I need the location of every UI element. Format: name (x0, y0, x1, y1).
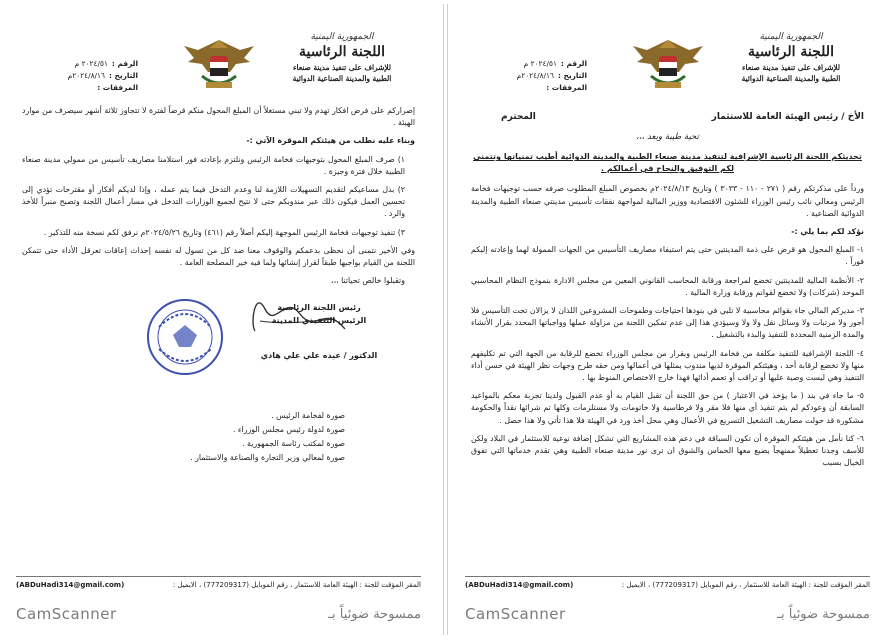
org-line-4: الطبية والمدينة الصناعية الدوائية (292, 74, 392, 83)
org-line-3: للإشراف على تنفيذ مدينة صنعاء (293, 63, 391, 72)
ref-label: الرقم : (560, 59, 587, 68)
scanner-caption: ممسوحة ضوئياً بـ (777, 606, 870, 622)
closing: وتقبلوا خالص تحياتنا ،،، (331, 276, 405, 286)
addressee: الأخ / رئيس الهيئة العامة للاستثمار (711, 112, 864, 122)
org-line-2: اللجنة الرئاسية (748, 44, 834, 60)
greeting: تحية طيبة وبعد ،،، (636, 132, 699, 143)
letter-body (455, 111, 880, 469)
letter-footer (465, 576, 870, 589)
ref-value: ٢٠٢٤/٥١ م (74, 59, 108, 68)
addressee-line (471, 111, 864, 123)
org-line-4: الطبية والمدينة الصناعية الدوائية (741, 74, 841, 83)
reference-block (467, 58, 587, 94)
org-line-3: للإشراف على تنفيذ مدينة صنعاء (742, 63, 840, 72)
copy-line: صورة لمعالي وزير التجارة والصناعة والاستثمار . (190, 453, 345, 463)
paragraph: ورداً على مذكرتكم رقم ( ٢٧١ - ١١٠ - ٣٠٣٣ ) وتاريخ ٢٠٢٤/٨/١٣م بخصوص المبلغ المطلوب صرفه حسب توجيهات فخامة الرئيس ومعالي نائب رئيس الوزراء للشئون الاقتصادية ووزير المالية لمواجهة نفقات تأسيس مدينتي صنعاء الطبية والمدينة الدوائية الصناعية . (471, 184, 865, 218)
footer-address: المقر المؤقت للجنة : الهيئة العامة للاستثمار ، رقم الموبايل (777209317) ، الايميل : (172, 581, 421, 589)
date-label: التاريخ : (558, 71, 587, 80)
list-item: ٤- اللجنة الإشرافية للتنفيذ مكلفة من فخامة الرئيس وبقرار من مجلس الوزراء تخضع للرقابة من الجهة التي تم تكليفهم منها ولا تخضع لرقابة أحد ، وهيئتكم الموقرة لديها مندوب يمثلها في أعمالها ومن حقه طرح وجهات نظر الهيئة في حسن أداء التنفيذ وهي ليست وصية عليها أو تراقب أو تعمم أدائها فهذا خارج الاختصاص المنوط بها . (471, 348, 864, 383)
official-stamp-icon (145, 297, 225, 377)
ref-value: ٢٠٢٤/٥١ م (523, 59, 557, 68)
footer-email: (ABDuHadi314@gmail.com) (16, 581, 125, 589)
org-line-1: الجمهورية اليمنية (759, 32, 823, 42)
signer-name: الدكتور / عبده علي علي هادي (260, 351, 378, 361)
copy-line: صورة لمكتب رئاسة الجمهورية . (242, 439, 345, 449)
scanner-brand: CamScanner (16, 605, 117, 623)
list-item: ١) صرف المبلغ المحول بتوجيهات فخامة الرئيس ونلتزم بإعادته فور استلامنا مصاريف تأسيس من ممولي مدينة صنعاء الطبية خلال فترة وجيزة . (22, 154, 405, 176)
letter-page-1 (455, 10, 880, 623)
letter-page-2 (6, 10, 431, 623)
list-item: ٢- الأنظمة المالية للمدينتين تخضع لمراجعة ورقابة المحاسب القانوني المعين من مجلس الادارة بنموذج النظام المحاسبي الموحد (شركات) ولا تخضع لقوانم ورقابة وزارة المالية . (471, 275, 864, 297)
footer-address: المقر المؤقت للجنة : الهيئة العامة للاستثمار ، رقم الموبايل (777209317) ، الايميل : (621, 581, 870, 589)
scanner-caption: ممسوحة ضوئياً بـ (328, 606, 421, 622)
org-line-1: الجمهورية اليمنية (310, 32, 374, 42)
copies-list (22, 409, 415, 465)
signatory-line-2: الرئيس التنفيذي للمدينة (271, 316, 367, 326)
letter-body (6, 105, 431, 465)
eagle-emblem-icon (180, 32, 258, 96)
subject-line: تحديثكم اللجنة الرئاسية الإشرافية لتنفيذ مدينة صنعاء الطبية والمدينة الدوائية أطيب تمنياتها وتتمنى لكم التوفيق والنجاح في أعمالكم . (473, 152, 862, 174)
honorific: المحترم (501, 112, 536, 122)
date-value: ٢٠٢٤/٨/١٦م (67, 71, 105, 80)
list-item: ٢) بذل مساعيكم لتقديم التسهيلات اللازمة لنا وعدم التدخل فيما يتم عمله ، وإذا لديكم أفكار أو مقترحات تؤدي إلى تحسين العمل فيكون ذلك عبر مندوبكم حتى لا نتيح لجميع الوزارات التدخل في مسار أعمال اللجنة وتصبح منبراً للأخذ والرد . (22, 185, 405, 219)
copy-line: صورة لفخامة الرئيس . (271, 411, 345, 421)
scanner-brand: CamScanner (465, 605, 566, 623)
signature-block (22, 293, 415, 385)
letter-footer (16, 576, 421, 589)
paragraph: نؤكد لكم بما يلي :- (791, 227, 864, 237)
signatory-title (259, 301, 379, 362)
reference-block (18, 58, 138, 94)
attachments-label: المرفقات : (97, 83, 138, 92)
organization-block (267, 32, 417, 84)
list-item: ٦- كنا نأمل من هيئتكم الموقرة أن تكون السباقة في دعم هذه المشاريع التي تشكل إضافة نوعية للاستثمار في البلاد ولكن للأسف وجدنا تعطيلاً ممنهجاً يضيع معها الحماس والشوق ان ترى نور مدينة صنعاء الطبية وهي تقدم خدماتها التي تفوق الخيال بسبب (471, 433, 864, 468)
date-value: ٢٠٢٤/٨/١٦م (516, 71, 554, 80)
list-item: ١- المبلغ المحول هو قرض على ذمة المدينتين حتى يتم استيفاء مصاريف التأسيس من الجهات الممولة لهما وإعادته إليكم فوراً . (471, 245, 864, 267)
ref-label: الرقم : (111, 59, 138, 68)
copy-line: صورة لدولة رئيس مجلس الوزراء . (232, 425, 345, 435)
paragraph: وبناء عليه نطلب من هيئتكم الموقرة الآتي :- (246, 136, 415, 146)
organization-block (716, 32, 866, 84)
org-line-2: اللجنة الرئاسية (299, 44, 385, 60)
list-item: ٣) تنفيذ توجيهات فخامة الرئيس الموجهة إليكم أصلاً رقم (٤٦١) وتاريخ ٢٠٢٤/٥/٢٦م نرفق لكم نسخة منه للتذكير . (43, 227, 405, 237)
letterhead (455, 10, 880, 105)
attachments-label: المرفقات : (546, 83, 587, 92)
paragraph: وفي الأخير نتمنى أن نحظى بدعمكم والوقوف معنا ضد كل من تسول له نفسه إحداث إعاقات تعرقل الأداء حتى تتمكن اللجنة من القيام بواجبها طبقاً لقرار إنشائها ولما فيه خير المصلحة العامة . (22, 245, 415, 268)
date-label: التاريخ : (109, 71, 138, 80)
list-item: ٣- مديركم المالي جاء بقوائم محاسبية لا تلبي في بنودها احتياجات وطموحات المشروعين اللذان لا يزالان تحت التأسيس فلا أجور ولا مرتبات ولا وسائل نقل ولا ولا وسيؤدي هذا إلى عدم تمكين اللجنة من مزاولة عملها وواجباتها المحدد بقرار الأنشاء والمدة الزمنية المحددة للتنفيذ والبدء بالتشغيل . (471, 306, 864, 340)
scanner-watermark (6, 603, 431, 625)
eagle-emblem-icon (629, 32, 707, 96)
list-item: ٥- ما جاء في بند ( ما يؤخذ في الاعتبار ) من حق اللجنة أن تقبل القيام به أو عدم القبول ولدينا تجربة معكم بالمواعيد السابقة أن وعودكم لم يتم تنفيذ أي منها فلا مقر ولا قرطاسية ولا خاتومات ولا مستلزمات وكلها تم شرائها نقداً والحكومة مشكورة قد حولت مصاريف التشغيل التسريع في الأعمال وهي محل أخذ ورد في الهيئة فلا هذا تأتي ولا هذا حصل . (471, 391, 864, 425)
signatory-line-1: رئيس اللجنة الرئاسية (277, 303, 361, 313)
paragraph: إصراركم على فرض افكار تهدم ولا تبني مستغلاً أن المبلغ المحول منكم قرضاً لفترة لا تتجاوز ثلاثة أشهر سيصرف من موارد الهيئة . (22, 106, 415, 128)
letterhead (6, 10, 431, 105)
footer-email: (ABDuHadi314@gmail.com) (465, 581, 574, 589)
scanner-watermark (455, 603, 880, 625)
